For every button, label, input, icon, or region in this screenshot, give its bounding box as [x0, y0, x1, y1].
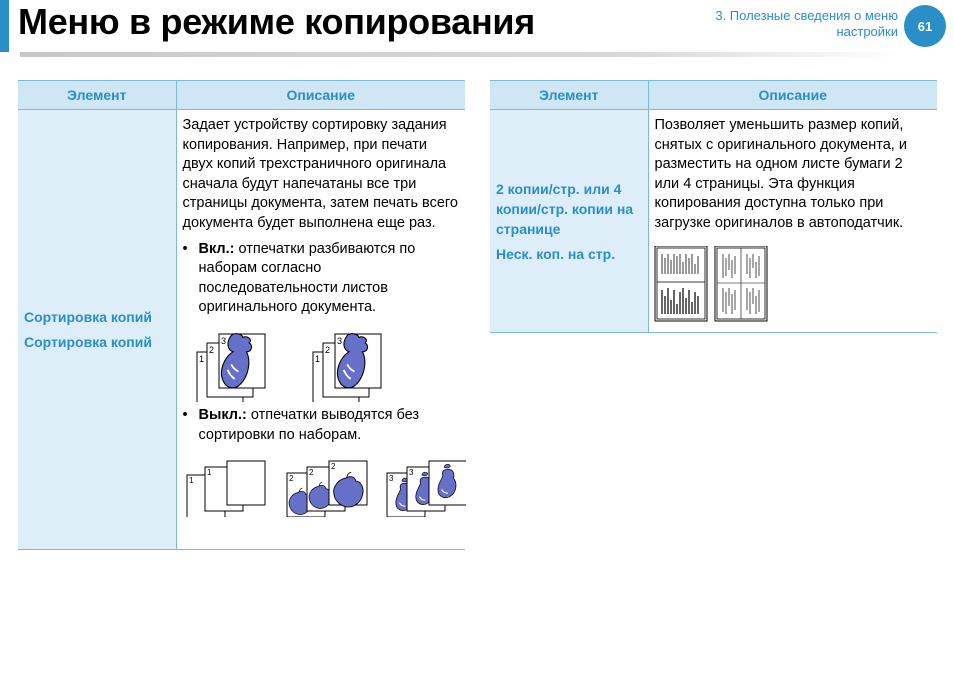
two-up-sheet [655, 246, 707, 321]
header-divider [20, 52, 900, 57]
stack-page-3 [387, 461, 466, 517]
page-number-3: 3 [220, 335, 226, 346]
page-number-2: 2 [324, 344, 330, 355]
element-cell [490, 110, 648, 333]
description-cell [176, 110, 465, 550]
element-label-collate: Сортировка копий [24, 309, 152, 325]
element-label-nup: 2 копии/стр. или 4 копии/стр. копии на странице [496, 180, 634, 237]
collate-intro-text: Задает устройству сортировку задания копирования. Например, при печати двух копий трехстраничного оригинала сначала будут напечатаны все три страницы документа, затем печать всего документа будет выполнена еще раз. [182, 117, 458, 231]
page-number-1: 1 [206, 468, 211, 478]
column-header-element: Элемент [490, 81, 648, 110]
table-collate [18, 80, 465, 550]
nup-description-text: Позволяет уменьшить размер копий, снятых с оригинального документа, и разместить на одном листе бумаги 2 или 4 страницы. Эта функция копирования доступна только при загрузке оригиналов в автоподатчик. [654, 117, 907, 231]
bullet-term-off: Выкл.: [198, 406, 247, 423]
page-title: Меню в режиме копирования [18, 1, 535, 42]
bullet-term-on: Вкл.: [198, 240, 235, 257]
four-up-sheet [715, 246, 767, 321]
accent-bar [0, 0, 9, 52]
element-label-collate-alt: Сортировка копий [24, 334, 152, 350]
list-item [183, 406, 460, 445]
bullet-dot: • [182, 240, 188, 257]
stack-page-1 [187, 461, 265, 517]
list-item [183, 240, 460, 318]
page-number-3: 3 [336, 335, 342, 346]
page-number-1: 1 [314, 353, 320, 364]
nup-illustration [649, 246, 938, 326]
table-nup [490, 80, 937, 333]
bullet-text-on: отпечатки разбиваются по наборам согласно последовательности листов оригинального документа. [198, 240, 416, 316]
stack-page-2 [287, 461, 367, 517]
column-header-description: Описание [176, 81, 465, 110]
collate-on-illustration [177, 322, 466, 402]
section-title-line1: 3. Полезные сведения о меню [715, 8, 898, 23]
collate-off-illustration [177, 447, 466, 517]
page-number-2: 2 [208, 344, 214, 355]
page-number-1: 1 [198, 353, 204, 364]
page-number-1: 1 [188, 476, 193, 486]
section-title[interactable] [715, 8, 898, 40]
page-number-2: 2 [288, 474, 293, 484]
bullet-text-off: отпечатки выводятся без сортировки по наборам. [198, 406, 419, 443]
description-cell [648, 110, 937, 333]
section-title-line2: настройки [836, 24, 898, 39]
column-header-description: Описание [648, 81, 937, 110]
bullet-dot: • [182, 406, 188, 423]
element-label-nup-alt: Неск. коп. на стр. [496, 245, 616, 262]
page-number-3: 3 [388, 474, 393, 484]
element-cell [18, 110, 176, 550]
page-number-2: 2 [330, 462, 335, 472]
page-number-badge: 61 [904, 5, 946, 47]
column-header-element: Элемент [18, 81, 176, 110]
page-number-3: 3 [408, 468, 413, 478]
page-number-2: 2 [308, 468, 313, 478]
